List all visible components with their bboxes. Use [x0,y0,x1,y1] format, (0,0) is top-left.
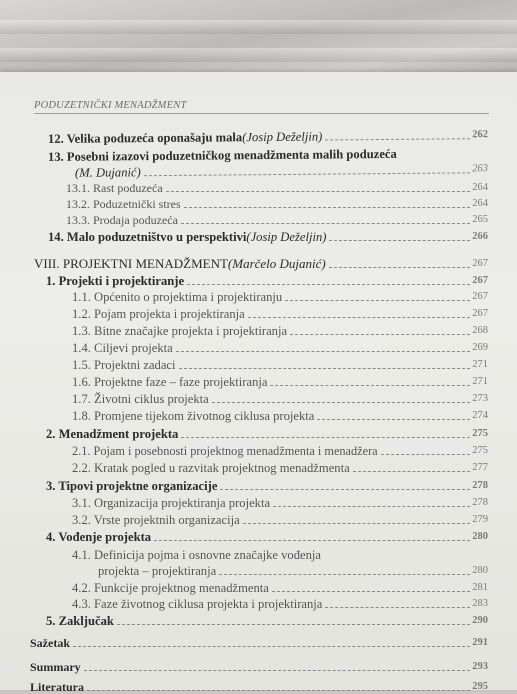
page-number: 267 [472,308,488,319]
dot-leader [285,300,470,301]
toc-entry[interactable]: 1.2. Pojam projekta i projektiranja 267 [72,307,488,321]
toc-entry[interactable]: 4. Vođenje projekta 280 [46,530,488,544]
page-number: 269 [472,342,488,353]
dot-leader [381,454,470,455]
page-number: 275 [472,428,488,439]
dot-leader [270,385,470,386]
dot-leader [219,574,470,575]
toc-entry[interactable]: 14. Malo poduzetništvo u perspektivi (Josip Deželjin) 266 [48,230,488,244]
toc-entry[interactable]: 1.5. Projektni zadaci 271 [72,358,488,372]
dot-leader [166,191,470,192]
toc-entry[interactable]: Literatura 295 [30,680,488,694]
toc-entry[interactable]: 1.3. Bitne značajke projekta i projektiranja 268 [72,324,488,338]
page-number: 275 [472,445,488,456]
dot-leader [87,690,470,691]
page-number: 274 [472,410,488,421]
page-number: 264 [472,182,488,193]
toc-entry[interactable]: Sažetak 291 [30,636,488,650]
dot-leader [329,267,470,268]
page-number: 267 [472,291,488,302]
page-number: 263 [472,163,489,175]
page-number: 290 [472,615,488,626]
toc-entry[interactable]: 13.1. Rast poduzeća 264 [66,181,488,195]
page-number: 280 [472,565,488,576]
page-number: 281 [472,582,488,593]
toc-entry[interactable]: (M. Dujanić) 263 [74,163,489,180]
page-number: 283 [472,598,488,609]
page-number: 262 [472,129,489,141]
page-number: 279 [472,514,488,525]
dot-leader [243,523,470,524]
toc-entry[interactable]: 2.2. Kratak pogled u razvitak projektnog menadžmenta 277 [72,461,488,475]
dot-leader [290,334,470,335]
dot-leader [179,368,470,369]
toc-entry[interactable]: 13.2. Poduzetnički stres 264 [66,197,488,211]
page-number: 293 [472,661,488,672]
page-number: 268 [472,325,488,336]
dot-leader [176,351,470,352]
page-number: 267 [472,258,488,269]
dot-leader [273,506,470,507]
toc-entry[interactable]: 4.3. Faze životnog ciklusa projekta i projektiranja 283 [72,597,488,611]
dot-leader [272,591,470,592]
dot-leader [353,471,470,472]
dot-leader [212,402,470,403]
dot-leader [84,670,470,671]
page-number: 273 [472,393,488,404]
dot-leader [248,317,470,318]
dot-leader [154,540,470,541]
page-number: 280 [472,531,488,542]
page-number: 264 [472,198,488,209]
toc-entry[interactable]: 1.6. Projektne faze – faze projektiranja 271 [72,375,488,389]
toc-entry[interactable]: 4.1. Definicija pojma i osnovne značajke vođenja [72,548,321,562]
running-header: PODUZETNIČKI MENADŽMENT [34,100,489,114]
toc-entry[interactable]: 4.2. Funkcije projektnog menadžmenta 281 [72,581,488,595]
toc-entry[interactable]: 2.1. Pojam i posebnosti projektnog menadžmenta i menadžera 275 [72,444,488,458]
dot-leader [325,138,470,140]
page-number: 291 [472,637,488,648]
dot-leader [181,437,470,438]
dot-leader [184,207,470,208]
page-number: 278 [472,480,488,491]
page-number: 271 [472,376,488,387]
dot-leader [73,646,470,647]
toc-entry[interactable]: 13. Posebni izazovi poduzetničkog menadžmenta malih poduzeća [47,146,397,164]
toc-entry[interactable]: 12. Velika poduzeća oponašaju mala (Josip Deželjin) 262 [47,129,489,146]
toc-entry[interactable]: 3. Tipovi projektne organizacije 278 [46,479,488,493]
toc-entry[interactable]: 1.1. Općenito o projektima i projektiranju 267 [72,290,488,304]
toc-entry[interactable]: 2. Menadžment projekta 275 [46,427,488,441]
toc-entry[interactable]: 3.2. Vrste projektnih organizacija 279 [72,513,488,527]
toc-entry[interactable]: 1.7. Životni ciklus projekta 273 [72,392,488,406]
dot-leader [329,240,470,241]
dot-leader [325,607,470,608]
page-number: 267 [472,275,488,286]
dot-leader [317,419,470,420]
page-number: 265 [472,214,488,225]
page-number: 271 [472,359,488,370]
toc-chapter[interactable]: VIII. PROJEKTNI MENADŽMENT (Marčelo Dujanić) 267 [34,256,488,271]
toc-entry[interactable]: projekta – projektiranja 280 [98,564,488,578]
toc-entry[interactable]: 5. Zaključak 290 [46,614,488,628]
toc-entry[interactable]: 3.1. Organizacija projektiranja projekta 278 [72,496,488,510]
dot-leader [220,489,470,490]
toc-entry[interactable]: 13.3. Prodaja poduzeća 265 [66,213,488,227]
page-number: 266 [472,231,488,242]
dot-leader [181,223,470,224]
dot-leader [117,624,470,625]
page-number: 277 [472,462,488,473]
toc-entry[interactable]: 1. Projekti i projektiranje 267 [46,274,488,288]
page-number: 278 [472,497,488,508]
toc-entry[interactable]: Summary 293 [30,660,488,674]
toc-entry[interactable]: 1.4. Ciljevi projekta 269 [72,341,488,355]
dot-leader [144,172,470,176]
page-number: 295 [472,681,488,692]
dot-leader [187,284,470,285]
toc-entry[interactable]: 1.8. Promjene tijekom životnog ciklusa projekta 274 [72,409,488,423]
